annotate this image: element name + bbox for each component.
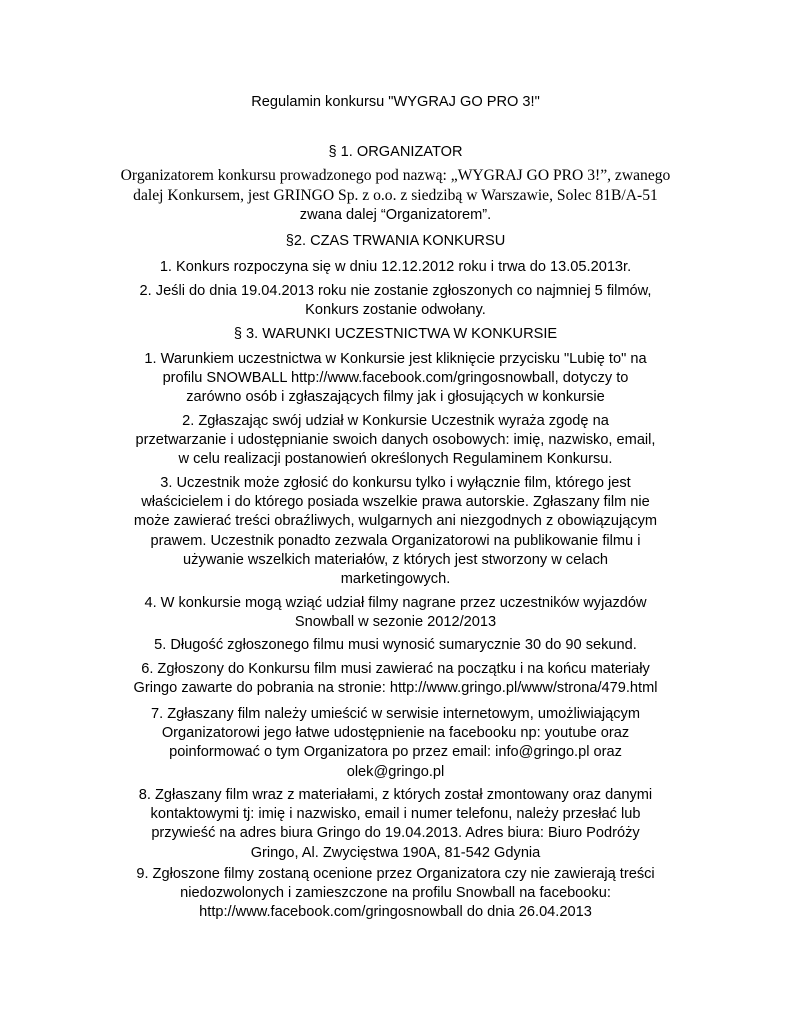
text-line: prawem. Uczestnik ponadto zezwala Organizatorowi na publikowanie filmu i	[150, 532, 641, 549]
document-title: Regulamin konkursu "WYGRAJ GO PRO 3!"	[251, 94, 540, 110]
text-line: kontaktowymi tj: imię i nazwisko, email i numer telefonu, należy przesłać lub	[150, 806, 641, 823]
section-3-item-9	[0, 865, 791, 923]
text-line: 4. W konkursie mogą wziąć udział filmy nagrane przez uczestników wyjazdów	[144, 595, 647, 611]
text-line: przetwarzanie i udostępnianie swoich danych osobowych: imię, nazwisko, email,	[135, 432, 656, 449]
text-line: Organizatorem konkursu prowadzonego pod nazwą: „WYGRAJ GO PRO 3!”, zwanego	[120, 167, 671, 184]
text-line: niedozwolonych i zamieszczone na profilu Snowball na facebooku:	[180, 885, 611, 902]
text-line: Gringo zawarte do pobrania na stronie: http://www.gringo.pl/www/strona/479.html	[133, 680, 658, 697]
text-line: 7. Zgłaszany film należy umieścić w serwisie internetowym, umożliwiającym	[150, 706, 641, 722]
text-line: zarówno osób i zgłaszających filmy jak i głosujących w konkursie	[186, 389, 605, 406]
text-line: 3. Uczestnik może zgłosić do konkursu tylko i wyłącznie film, którego jest	[160, 475, 631, 491]
text-line: profilu SNOWBALL http://www.facebook.com/gringosnowball, dotyczy to	[162, 370, 629, 387]
text-line: Gringo, Al. Zwycięstwa 190A, 81-542 Gdynia	[250, 844, 541, 861]
text-line: może zawierać treści obraźliwych, wulgarnych ani niezgodnych z obowiązującym	[133, 513, 658, 530]
text-line: olek@gringo.pl	[346, 763, 445, 780]
text-line: http://www.facebook.com/gringosnowball do dnia 26.04.2013	[199, 904, 592, 921]
section-1-paragraph	[0, 166, 791, 205]
section-3-heading: § 3. WARUNKI UCZESTNICTWA W KONKURSIE	[233, 326, 558, 342]
section-3-item-1	[0, 350, 791, 408]
text-line: 8. Zgłaszany film wraz z materiałami, z których został zmontowany oraz danymi	[138, 787, 653, 803]
text-line: w celu realizacji postanowień określonych Regulaminem Konkursu.	[178, 451, 613, 468]
text-line: Konkurs zostanie odwołany.	[305, 302, 486, 319]
text-line: 1. Konkurs rozpoczyna się w dniu 12.12.2012 roku i trwa do 13.05.2013r.	[159, 259, 632, 275]
text-line: 5. Długość zgłoszonego filmu musi wynosić sumarycznie 30 do 90 sekund.	[154, 637, 637, 653]
section-3-item-5	[0, 636, 791, 655]
text-line: dalej Konkursem, jest GRINGO Sp. z o.o. z siedzibą w Warszawie, Solec 81B/A-51	[133, 186, 658, 204]
text-line: zwana dalej “Organizatorem”.	[299, 207, 492, 223]
text-line: 6. Zgłoszony do Konkursu film musi zawierać na początku i na końcu materiały	[141, 661, 650, 677]
text-line: właścicielem i do którego posiada wszelkie prawa autorskie. Zgłaszany film nie	[141, 494, 650, 511]
text-line: 1. Warunkiem uczestnictwa w Konkursie jest kliknięcie przycisku "Lubię to" na	[144, 351, 647, 367]
text-line: używanie wszelkich materiałów, z których jest stworzony w celach	[183, 551, 608, 568]
section-3-item-3	[0, 474, 791, 589]
section-3-item-2	[0, 412, 791, 470]
text-line: poinformować o tym Organizatora po przez email: info@gringo.pl oraz	[169, 744, 622, 761]
text-line: 9. Zgłoszone filmy zostaną ocenione przez Organizatora czy nie zawierają treści	[136, 866, 655, 882]
text-line: Snowball w sezonie 2012/2013	[294, 614, 497, 631]
section-2-item-1	[0, 258, 791, 277]
section-3-item-4	[0, 594, 791, 632]
text-line: przywieść na adres biura Gringo do 19.04.2013. Adres biura: Biuro Podróży	[151, 825, 640, 842]
section-3-item-6	[0, 660, 791, 698]
section-3-item-7	[0, 705, 791, 782]
text-line: marketingowych.	[340, 571, 451, 588]
text-line: 2. Jeśli do dnia 19.04.2013 roku nie zostanie zgłoszonych co najmniej 5 filmów,	[139, 283, 652, 299]
section-1-heading: § 1. ORGANIZATOR	[328, 144, 463, 160]
section-3-item-8	[0, 786, 791, 863]
section-2-heading: §2. CZAS TRWANIA KONKURSU	[285, 233, 506, 249]
text-line: Organizatorowi jego łatwe udostępnienie na facebooku np: youtube oraz	[161, 725, 630, 742]
section-2-item-2	[0, 282, 791, 320]
text-line: 2. Zgłaszając swój udział w Konkursie Uczestnik wyraża zgodę na	[182, 413, 609, 429]
